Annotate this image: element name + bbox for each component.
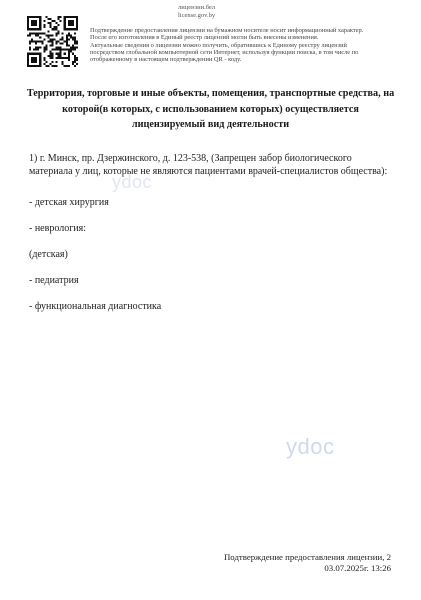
activity-item: - педиатрия bbox=[29, 275, 79, 286]
heading-line: лицензируемый вид деятельности bbox=[131, 119, 290, 130]
site-name-cyrillic: лицензии.бел bbox=[178, 4, 216, 11]
qr-code-icon bbox=[27, 16, 78, 67]
activity-item: - детская хирургия bbox=[29, 197, 109, 208]
address-line: 1) г. Минск, пр. Дзержинского, д. 123-538, (Запрещен забор биологического bbox=[29, 153, 352, 164]
activity-item: - функциональная диагностика bbox=[29, 301, 162, 312]
footer-timestamp: 03.07.2025г. 13:26 bbox=[324, 563, 391, 573]
heading-line: Территория, торговые и иные объекты, помещения, транспортные средства, на bbox=[26, 88, 395, 99]
activity-item: - неврология: bbox=[29, 223, 87, 234]
watermark: ydoc bbox=[112, 172, 153, 192]
notice-line: отображенному в настоящем подтверждении QR - коду. bbox=[90, 56, 242, 64]
heading-line: которой(в которых, с использованием которых) осуществляется bbox=[62, 103, 359, 115]
notice-line: После его изготовления в Единый реестр лицензий могли быть внесены изменения. bbox=[90, 34, 319, 42]
watermark: ydoc bbox=[286, 434, 335, 459]
notice-line: посредством глобальной компьютерной сети Интернет, используя функции поиска, в том числе по bbox=[90, 48, 359, 56]
disclaimer-notice bbox=[90, 27, 406, 63]
activity-item: (детская) bbox=[29, 249, 68, 260]
site-name bbox=[178, 4, 238, 20]
notice-line: Актуальные сведения о лицензии можно получить, обратившись к Единому реестру лицензий bbox=[90, 41, 347, 49]
footer bbox=[151, 552, 391, 574]
section-heading bbox=[20, 86, 401, 133]
footer-confirmation-text: Подтверждение предоставления лицензии, 2 bbox=[223, 552, 391, 562]
notice-line: Подтверждение предоставления лицензии на бумажном носителе носит информационный характер. bbox=[90, 27, 364, 34]
address-paragraph bbox=[29, 152, 401, 178]
address-line: материала у лиц, которые не являются пациентами врачей-специалистов общества): bbox=[29, 166, 388, 177]
site-name-latin: license.gov.by bbox=[178, 12, 216, 19]
